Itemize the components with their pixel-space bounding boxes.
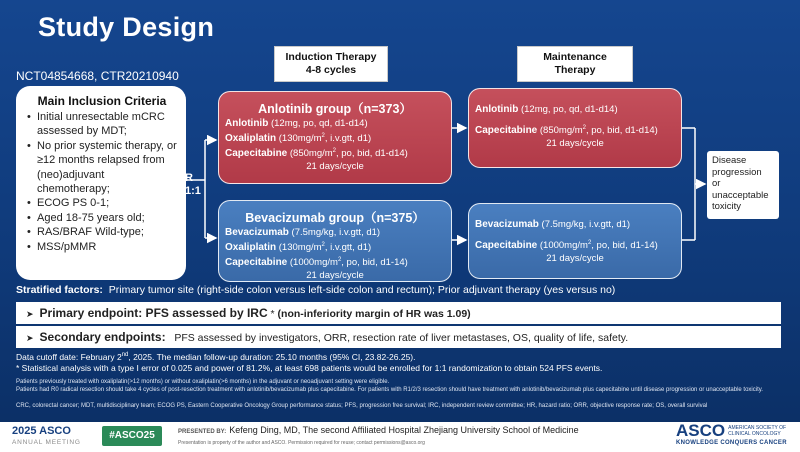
- drug-name: Anlotinib: [475, 104, 519, 115]
- regimen-line: [469, 218, 681, 231]
- primary-endpoint-label: Primary endpoint: PFS assessed by IRC: [39, 306, 268, 320]
- dose-unit-sup: 2: [337, 257, 342, 264]
- drug-dose-rest: , i.v.gtt, d1): [324, 242, 372, 254]
- asco-tagline: KNOWLEDGE CONQUERS CANCER: [676, 440, 787, 446]
- induction-header-cycles: 4-8 cycles: [305, 64, 357, 76]
- presenter-name: Kefeng Ding, MD, The second Affiliated Hospital Zhejiang University School of Medicine: [229, 425, 579, 435]
- drug-dose-rest: , i.v.gtt, d1): [324, 133, 372, 145]
- drug-name: Capecitabine: [475, 240, 538, 252]
- drug-name: Capecitabine: [475, 125, 538, 137]
- drug-dose: (7.5mg/kg, i.v.gtt, d1): [288, 227, 381, 238]
- drug-name: Capecitabine: [225, 257, 288, 269]
- cutoff-text: Data cutoff date: February 2: [16, 352, 122, 362]
- maintenance-header-title: Maintenance: [543, 51, 607, 63]
- randomization-ratio: 1:1: [185, 185, 201, 197]
- regimen-line: [469, 237, 681, 252]
- criteria-title: Main Inclusion Criteria: [37, 94, 167, 108]
- secondary-endpoint-text: PFS assessed by investigators, ORR, resection rate of liver metastases, OS, quality of life, safety.: [174, 332, 629, 344]
- regimen-line: [469, 122, 681, 137]
- regimen-line: [219, 254, 451, 269]
- asco-annual-meeting-logo: [12, 426, 81, 448]
- footnote: CRC, colorectal cancer; MDT, multidisciplinary team; ECOG PS, Eastern Cooperative Oncology Group performance status; PFS, progression free survival; IRC, independent review committee; HR, hazard ratio; ORR, objective response rate; OS, overall survival: [16, 403, 708, 409]
- arrow-bullet-icon: ➤: [26, 333, 34, 343]
- dose-unit-sup: 2: [332, 148, 336, 155]
- stratification-factors: [16, 284, 781, 296]
- drug-name: Capecitabine: [225, 148, 288, 160]
- drug-name: Anlotinib: [225, 118, 269, 129]
- hashtag-badge: #ASCO25: [102, 426, 162, 446]
- anlotinib-maintenance-box: [468, 88, 682, 168]
- drug-name: Bevacizumab: [475, 219, 539, 230]
- maintenance-header-sub: Therapy: [554, 64, 596, 76]
- asco-year: 2025 ASCO: [12, 425, 71, 437]
- drug-dose: (12mg, po, qd, d1-d14): [518, 104, 618, 115]
- criteria-item: • ECOG PS 0-1;: [37, 196, 178, 210]
- cycle-length: 21 days/cycle: [306, 270, 364, 282]
- drug-dose: (850mg/m: [287, 148, 333, 160]
- drug-dose: (130mg/m: [276, 242, 322, 254]
- drug-dose-rest: , po, bid, d1-14): [591, 240, 658, 252]
- regimen-line: [469, 103, 681, 116]
- drug-dose-rest: , po, bid, d1-14): [341, 257, 408, 269]
- presented-by-label: PRESENTED BY:: [178, 429, 227, 435]
- drug-dose-rest: , po, bid, d1-d14): [586, 125, 658, 137]
- criteria-item: • Initial unresectable mCRC assessed by MDT;: [37, 110, 178, 139]
- footnote: Patients previously treated with oxaliplatin(>12 months) or without oxaliplatin(>6 months) in the adjuvant or neoadjuvant setting were eligible.: [16, 379, 390, 385]
- regimen-line: [219, 145, 451, 160]
- asco-logo: [676, 423, 790, 447]
- drug-dose: (130mg/m: [276, 133, 322, 145]
- arrow-bullet-icon: ➤: [26, 309, 34, 319]
- bevacizumab-group-name: Bevacizumab group（n=375）: [245, 211, 425, 225]
- regimen-line: [219, 117, 451, 130]
- criteria-item: • No prior systemic therapy, or ≥12 months relapsed from (neo)adjuvant chemotherapy;: [37, 139, 178, 197]
- outcome-toxicity: unacceptable toxicity: [712, 189, 769, 212]
- statistics-note: * Statistical analysis with a type I error of 0.025 and power of 81.2%, at least 698 patients would be enrolled for 1:1 randomization to obtain 524 PFS events.: [16, 363, 603, 373]
- presenter-line: [178, 425, 579, 435]
- drug-name: Oxaliplatin: [225, 242, 277, 254]
- regimen-line: [219, 226, 451, 239]
- drug-dose: (1000mg/m: [537, 240, 588, 252]
- drug-dose-rest: , po, bid, d1-d14): [336, 148, 408, 160]
- cycle-length: 21 days/cycle: [546, 138, 604, 150]
- outcome-box: [707, 151, 779, 219]
- drug-dose: (12mg, po, qd, d1-d14): [268, 118, 368, 129]
- secondary-endpoint-bar: [16, 326, 781, 348]
- anlotinib-induction-box: [218, 91, 452, 184]
- randomization-r: R: [185, 172, 193, 184]
- bevacizumab-maintenance-box: [468, 203, 682, 279]
- data-cutoff-note: [16, 352, 416, 362]
- bevacizumab-induction-box: [218, 200, 452, 282]
- cycle-length: 21 days/cycle: [306, 161, 364, 173]
- criteria-item: • MSS/pMMR: [37, 240, 178, 254]
- regimen-line: [219, 239, 451, 254]
- inclusion-criteria-box: [16, 86, 186, 280]
- footnote: Patients had R0 radical resection should take 4 cycles of post-resection treatment with anlotinib/bevacizumab plus capecitabine. For patients with R1/2/3 resection should have treatment with anlotinib/bevacizumab plus capecitabine until disease progression or unacceptable toxicity.: [16, 387, 763, 393]
- criteria-item: • RAS/BRAF Wild-type;: [37, 225, 178, 239]
- anlotinib-group-name: Anlotinib group（n=373）: [258, 102, 412, 116]
- dose-unit-sup: 2: [321, 133, 325, 139]
- trial-ids: NCT04854668, CTR20210940: [16, 69, 179, 83]
- primary-endpoint-note: (non-inferiority margin of HR was 1.09): [277, 308, 471, 320]
- primary-endpoint-star: *: [267, 308, 278, 320]
- criteria-list: [26, 110, 178, 254]
- dose-unit-sup: 2: [321, 242, 325, 248]
- outcome-or: or: [712, 178, 721, 189]
- slide-title: Study Design: [38, 12, 215, 42]
- cutoff-sup: nd: [121, 352, 129, 359]
- drug-dose: (7.5mg/kg, i.v.gtt, d1): [538, 219, 631, 230]
- regimen-line: [219, 130, 451, 145]
- cutoff-text-rest: , 2025. The median follow-up duration: 25.10 months (95% CI, 23.82-26.25).: [128, 352, 416, 362]
- criteria-item: • Aged 18-75 years old;: [37, 211, 178, 225]
- drug-dose: (850mg/m: [537, 125, 583, 137]
- outcome-progression: Disease progression: [712, 155, 762, 178]
- permission-note: Presentation is property of the author and ASCO. Permission required for reuse; contact permissions@asco.org: [178, 440, 425, 446]
- asco-logo-text: ASCO: [676, 421, 726, 440]
- dose-unit-sup: 2: [587, 240, 592, 246]
- primary-endpoint-bar: [16, 302, 781, 324]
- secondary-endpoint-label: Secondary endpoints:: [39, 330, 166, 344]
- drug-dose: (1000mg/m: [287, 257, 338, 269]
- induction-header-title: Induction Therapy: [285, 51, 377, 63]
- cycle-length: 21 days/cycle: [546, 253, 604, 265]
- drug-name: Oxaliplatin: [225, 133, 277, 145]
- asco-meeting: ANNUAL MEETING: [12, 439, 81, 446]
- dose-unit-sup: 2: [582, 125, 586, 131]
- stratification-text: Primary tumor site (right-side colon versus left-side colon and rectum); Prior adjuvant therapy (yes versus no): [108, 284, 616, 296]
- drug-name: Bevacizumab: [225, 227, 289, 238]
- asco-logo-subtitle: AMERICAN SOCIETY OF CLINICAL ONCOLOGY: [728, 425, 787, 437]
- stratification-label: Stratified factors:: [16, 284, 103, 296]
- randomization-label: [185, 172, 201, 198]
